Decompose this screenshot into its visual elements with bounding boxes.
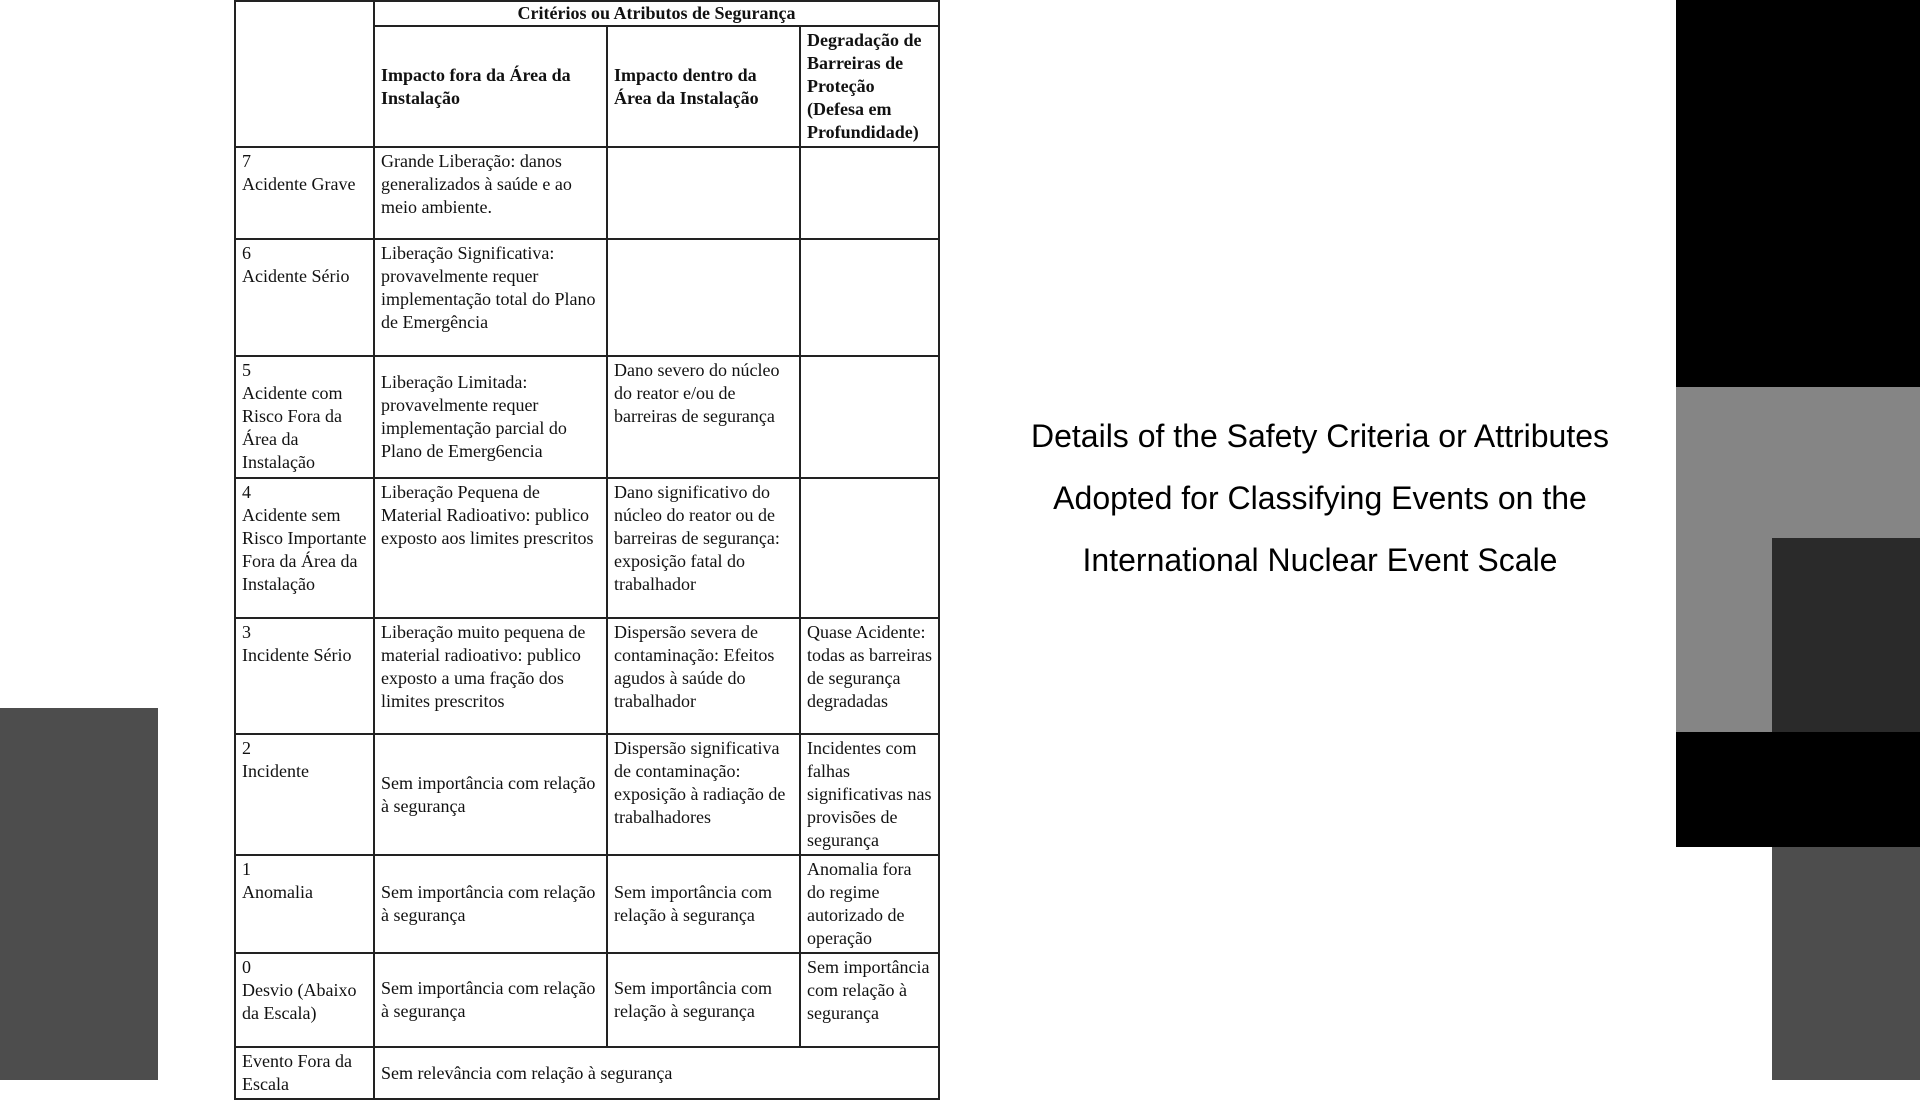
- level-cell: [235, 239, 374, 356]
- level-name: Incidente Sério: [242, 645, 352, 665]
- header-defense-in-depth: Degradação de Barreiras de Proteção (Defesa em Profundidade): [800, 26, 939, 147]
- level-name: Acidente Grave: [242, 174, 356, 194]
- header-on-site-impact: Impacto dentro da Área da Instalação: [607, 26, 800, 147]
- off-site-cell: Grande Liberação: danos generalizados à saúde e ao meio ambiente.: [374, 147, 607, 239]
- on-site-cell: Dispersão significativa de contaminação: exposição à radiação de trabalhadores: [607, 734, 800, 855]
- level-cell: [235, 953, 374, 1047]
- caption-line: Adopted for Classifying Events on the: [1053, 480, 1587, 516]
- on-site-cell: [607, 239, 800, 356]
- caption-line: International Nuclear Event Scale: [1082, 542, 1558, 578]
- level-number: 1: [242, 859, 251, 879]
- on-site-cell: Sem importância com relação à segurança: [607, 855, 800, 953]
- decorative-block-right-top: [1676, 0, 1920, 387]
- on-site-cell: Dispersão severa de contaminação: Efeitos agudos à saúde do trabalhador: [607, 618, 800, 734]
- defense-cell: Anomalia fora do regime autorizado de operação: [800, 855, 939, 953]
- off-site-cell: Liberação Limitada: provavelmente requer implementação parcial do Plano de Emerg6encia: [374, 356, 607, 478]
- level-name: Evento Fora da Escala: [235, 1047, 374, 1099]
- level-number: 6: [242, 243, 251, 263]
- level-number: 0: [242, 957, 251, 977]
- off-site-cell: Sem importância com relação à segurança: [374, 855, 607, 953]
- header-off-site-impact: Impacto fora da Área da Instalação: [374, 26, 607, 147]
- level-name: Acidente sem Risco Importante Fora da Área da Instalação: [242, 505, 367, 594]
- on-site-cell: Sem importância com relação à segurança: [607, 953, 800, 1047]
- ines-criteria-table: [234, 0, 940, 1100]
- defense-cell: [800, 356, 939, 478]
- level-name: Acidente com Risco Fora da Área da Instalação: [242, 383, 343, 472]
- level-name: Incidente: [242, 761, 309, 781]
- table-row: [235, 734, 939, 855]
- table-row: [235, 239, 939, 356]
- table-row: [235, 356, 939, 478]
- on-site-cell: Dano severo do núcleo do reator e/ou de barreiras de segurança: [607, 356, 800, 478]
- table-row-out-of-scale: [235, 1047, 939, 1099]
- table-corner-cell: [235, 1, 374, 147]
- decorative-block-right-black: [1676, 732, 1920, 847]
- level-cell: [235, 734, 374, 855]
- off-site-cell: Liberação muito pequena de material radioativo: publico exposto a uma fração dos limites prescritos: [374, 618, 607, 734]
- level-number: 4: [242, 482, 251, 502]
- table-row: [235, 478, 939, 618]
- level-number: 5: [242, 360, 251, 380]
- decorative-block-right-bottom: [1772, 847, 1920, 1080]
- off-site-cell: Sem importância com relação à segurança: [374, 734, 607, 855]
- level-number: 3: [242, 622, 251, 642]
- level-name: Anomalia: [242, 882, 313, 902]
- on-site-cell: [607, 147, 800, 239]
- table-row: [235, 855, 939, 953]
- on-site-cell: Dano significativo do núcleo do reator ou de barreiras de segurança: exposição fatal do trabalhador: [607, 478, 800, 618]
- defense-cell: [800, 239, 939, 356]
- level-number: 2: [242, 738, 251, 758]
- off-site-cell: Sem importância com relação à segurança: [374, 953, 607, 1047]
- defense-cell: [800, 147, 939, 239]
- level-cell: [235, 855, 374, 953]
- table-row: [235, 953, 939, 1047]
- defense-cell: Quase Acidente: todas as barreiras de segurança degradadas: [800, 618, 939, 734]
- off-site-cell: Liberação Significativa: provavelmente requer implementação total do Plano de Emergência: [374, 239, 607, 356]
- level-cell: [235, 478, 374, 618]
- level-name: Acidente Sério: [242, 266, 350, 286]
- table-header-row: [235, 1, 939, 26]
- header-group-title: Critérios ou Atributos de Segurança: [374, 1, 939, 26]
- out-of-scale-text: Sem relevância com relação à segurança: [374, 1047, 939, 1099]
- defense-cell: Sem importância com relação à segurança: [800, 953, 939, 1047]
- decorative-block-right-dark: [1772, 538, 1920, 732]
- decorative-block-left: [0, 708, 158, 1080]
- table-row: [235, 618, 939, 734]
- off-site-cell: Liberação Pequena de Material Radioativo: publico exposto aos limites prescritos: [374, 478, 607, 618]
- level-number: 7: [242, 151, 251, 171]
- table-row: [235, 147, 939, 239]
- level-name: Desvio (Abaixo da Escala): [242, 980, 357, 1023]
- ines-table-image: [234, 0, 938, 1094]
- slide-caption: [980, 405, 1660, 591]
- defense-cell: Incidentes com falhas significativas nas provisões de segurança: [800, 734, 939, 855]
- defense-cell: [800, 478, 939, 618]
- level-cell: [235, 147, 374, 239]
- level-cell: [235, 356, 374, 478]
- caption-line: Details of the Safety Criteria or Attributes: [1030, 418, 1610, 454]
- level-cell: [235, 618, 374, 734]
